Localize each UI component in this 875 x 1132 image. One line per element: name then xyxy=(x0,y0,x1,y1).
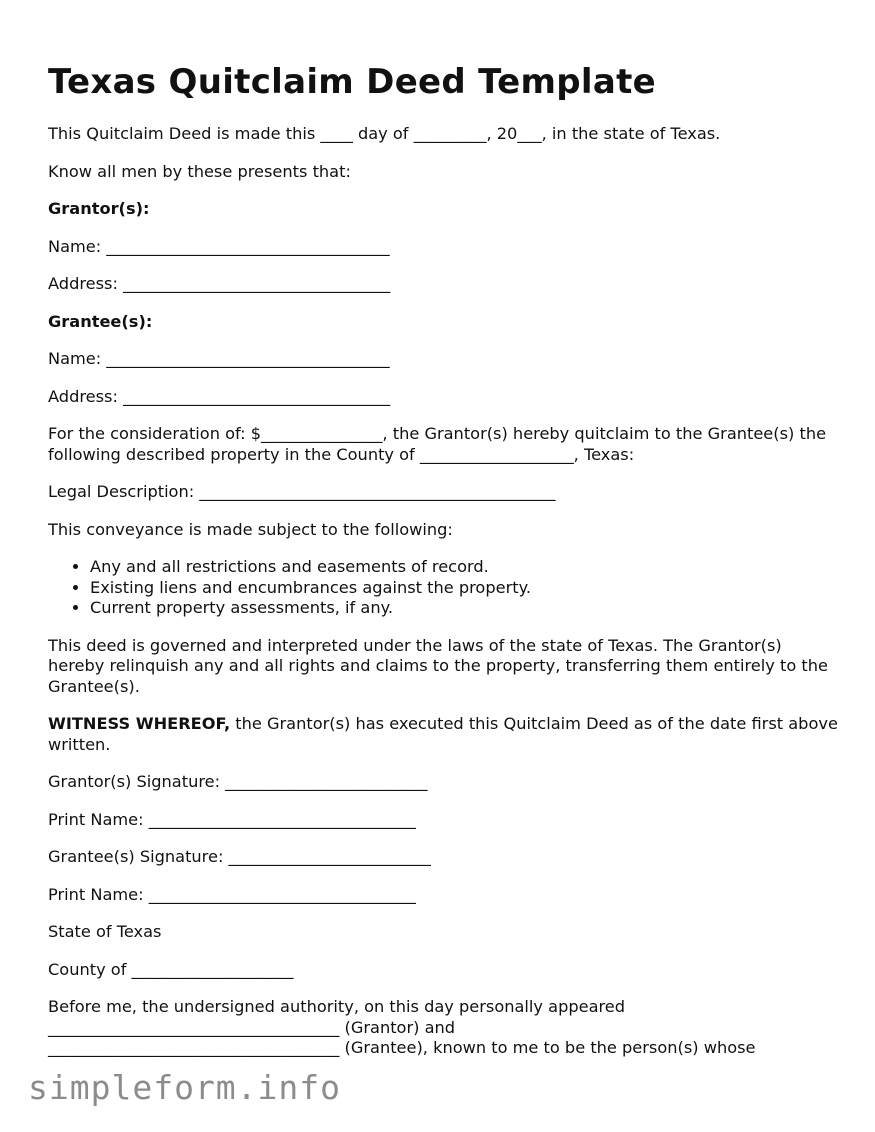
grantor-address-field: Address: _________________________________ xyxy=(48,274,391,293)
notary-line-2: ____________________________________ (Grantor) and xyxy=(48,1017,456,1037)
grantee-name-field: Name: ___________________________________ xyxy=(48,349,390,368)
intro-paragraph: This Quitclaim Deed is made this ____ day of _________, 20___, in the state of Texas. xyxy=(48,124,721,143)
county-field: County of ____________________ xyxy=(48,959,294,979)
grantee-signature-field: Grantee(s) Signature: _________________________ xyxy=(48,847,431,866)
grantor-name-field: Name: ___________________________________ xyxy=(48,236,390,256)
grantee-address-field: Address: _________________________________ xyxy=(48,386,391,406)
state-line: State of Texas xyxy=(48,922,162,941)
subject-intro: This conveyance is made subject to the following: xyxy=(48,519,453,539)
legal-description-field: Legal Description: ____________________________________________ xyxy=(48,482,556,501)
witness-paragraph xyxy=(48,714,838,755)
governed-paragraph: This deed is governed and interpreted under the laws of the state of Texas. The Grantor(s) hereby relinquish any and all rights and claims to the property, transferring them entirely to the Grantee(s). xyxy=(48,635,828,696)
list-item: • Current property assessments, if any. xyxy=(90,598,838,619)
conditions-list xyxy=(48,557,838,619)
grantor-heading: Grantor(s): xyxy=(48,199,150,218)
notary-paragraph xyxy=(48,997,838,1059)
notary-line-1: Before me, the undersigned authority, on this day personally appeared xyxy=(48,997,626,1016)
page-title: Texas Quitclaim Deed Template xyxy=(48,62,656,102)
witness-text: the Grantor(s) has executed this Quitclaim Deed as of the date first above written. xyxy=(48,714,838,754)
list-item: • Existing liens and encumbrances against the property. xyxy=(90,578,838,599)
watermark: simpleform.info xyxy=(28,1068,342,1107)
grantor-signature-field: Grantor(s) Signature: _________________________ xyxy=(48,772,428,791)
list-item: • Any and all restrictions and easements of record. xyxy=(90,557,838,578)
consideration-paragraph: For the consideration of: $_______________, the Grantor(s) hereby quitclaim to the Grantee(s) the following described property in the County of ___________________, Texas: xyxy=(48,424,827,464)
witness-bold: WITNESS WHEREOF, xyxy=(48,714,231,733)
notary-line-3: ____________________________________ (Grantee), known to me to be the person(s) whose xyxy=(48,1038,756,1057)
deed-document xyxy=(48,62,838,1076)
grantee-print-name-field: Print Name: _________________________________ xyxy=(48,884,416,904)
grantee-heading: Grantee(s): xyxy=(48,311,153,331)
grantor-print-name-field: Print Name: _________________________________ xyxy=(48,809,416,829)
know-all-paragraph: Know all men by these presents that: xyxy=(48,161,351,181)
